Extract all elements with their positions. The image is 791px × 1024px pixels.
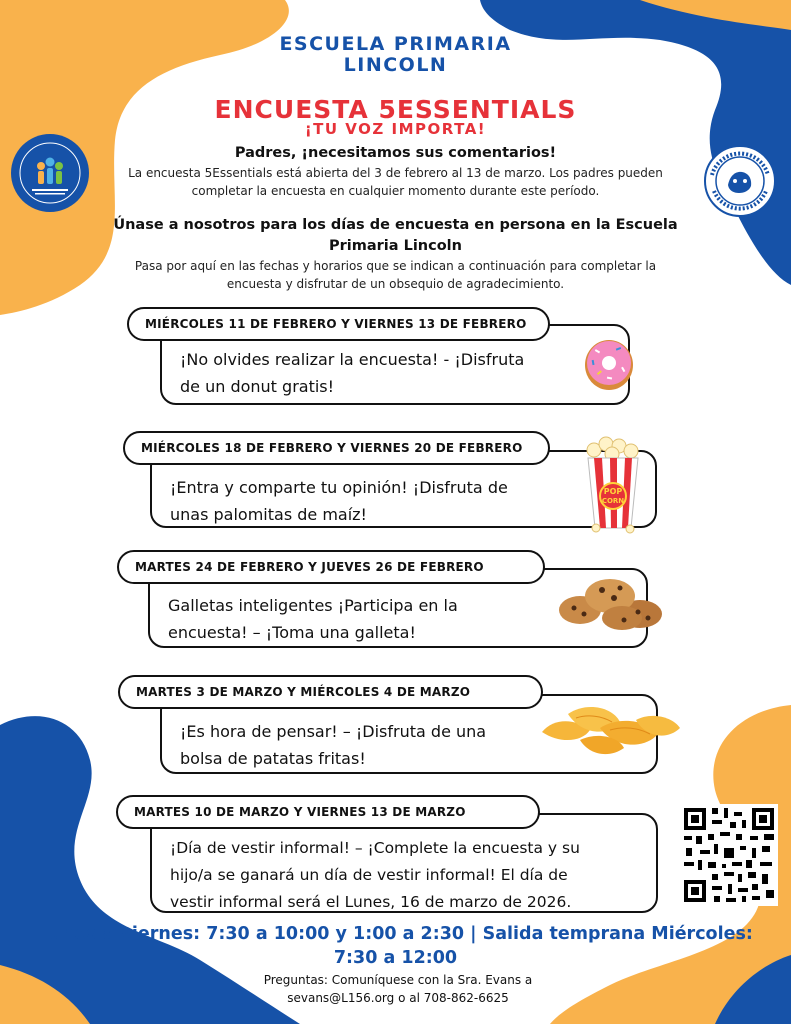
popcorn-label-bottom: CORN (601, 497, 625, 505)
survey-title: ENCUESTA 5ESSENTIALS (214, 95, 577, 124)
contact-line2[interactable]: sevans@L156.org o al 708-862-6625 (287, 991, 509, 1005)
event-2-line2: unas palomitas de maíz! (170, 505, 367, 524)
donut-icon (583, 334, 635, 392)
event-3-line2: encuesta! – ¡Toma una galleta! (168, 623, 416, 642)
school-name (0, 34, 791, 76)
school-name-line2: LINCOLN (343, 54, 448, 76)
contact-line1: Preguntas: Comuníquese con la Sra. Evans a (263, 973, 533, 987)
event-4-dates: MARTES 3 DE MARZO Y MIÉRCOLES 4 DE MARZO (118, 675, 543, 709)
office-hours-line1: Lunes a viernes: 7:30 a 10:00 y 1:00 a 2:30 | Salida temprana Miércoles: (38, 924, 753, 944)
contact-info (0, 971, 791, 1007)
event-5-line1: ¡Día de vestir informal! – ¡Complete la encuesta y su (170, 839, 580, 857)
intro-line1: La encuesta 5Essentials está abierta del 3 de febrero al 13 de marzo. Los padres pueden (128, 166, 663, 180)
event-1-line1: ¡No olvides realizar la encuesta! - ¡Disfruta (180, 350, 525, 369)
event-1-dates: MIÉRCOLES 11 DE FEBRERO Y VIERNES 13 DE FEBRERO (127, 307, 550, 341)
survey-subtitle: ¡TU VOZ IMPORTA! (304, 120, 487, 138)
event-1-line2: de un donut gratis! (180, 377, 335, 396)
intro-line2: completar la encuesta en cualquier momento durante este período. (191, 184, 600, 198)
join-heading (0, 215, 791, 257)
join-line2: encuesta y disfrutar de un obsequio de agradecimiento. (226, 277, 565, 291)
intro-heading: Padres, ¡necesitamos sus comentarios! (234, 145, 557, 161)
event-3-dates: MARTES 24 DE FEBRERO Y JUEVES 26 DE FEBRERO (117, 550, 545, 584)
qr-code[interactable] (680, 804, 778, 906)
event-2-line1: ¡Entra y comparte tu opinión! ¡Disfruta de (170, 478, 508, 497)
event-5-dates: MARTES 10 DE MARZO Y VIERNES 13 DE MARZO (116, 795, 540, 829)
intro-text (0, 164, 791, 200)
event-2-dates: MIÉRCOLES 18 DE FEBRERO Y VIERNES 20 DE FEBRERO (123, 431, 550, 465)
school-name-line1: ESCUELA PRIMARIA (279, 33, 512, 55)
chips-icon (540, 700, 682, 758)
popcorn-label-top: POP (603, 487, 623, 496)
event-5-line2: hijo/a se ganará un día de vestir informal! El día de (170, 866, 568, 884)
office-hours (0, 922, 791, 970)
event-5-line3: vestir informal será el Lunes, 16 de marzo de 2026. (170, 893, 572, 911)
event-4-line1: ¡Es hora de pensar! – ¡Disfruta de una (180, 722, 487, 741)
join-heading-line2: Primaria Lincoln (329, 238, 462, 254)
popcorn-icon (584, 436, 642, 534)
join-heading-line1: Únase a nosotros para los días de encuesta en persona en la Escuela (113, 217, 678, 233)
join-line1: Pasa por aquí en las fechas y horarios que se indican a continuación para completar la (134, 259, 657, 273)
cookies-icon (558, 574, 664, 632)
join-text (0, 257, 791, 293)
office-hours-line2: 7:30 a 12:00 (333, 948, 458, 968)
event-3-line1: Galletas inteligentes ¡Participa en la (168, 596, 458, 615)
event-4-line2: bolsa de patatas fritas! (180, 749, 366, 768)
